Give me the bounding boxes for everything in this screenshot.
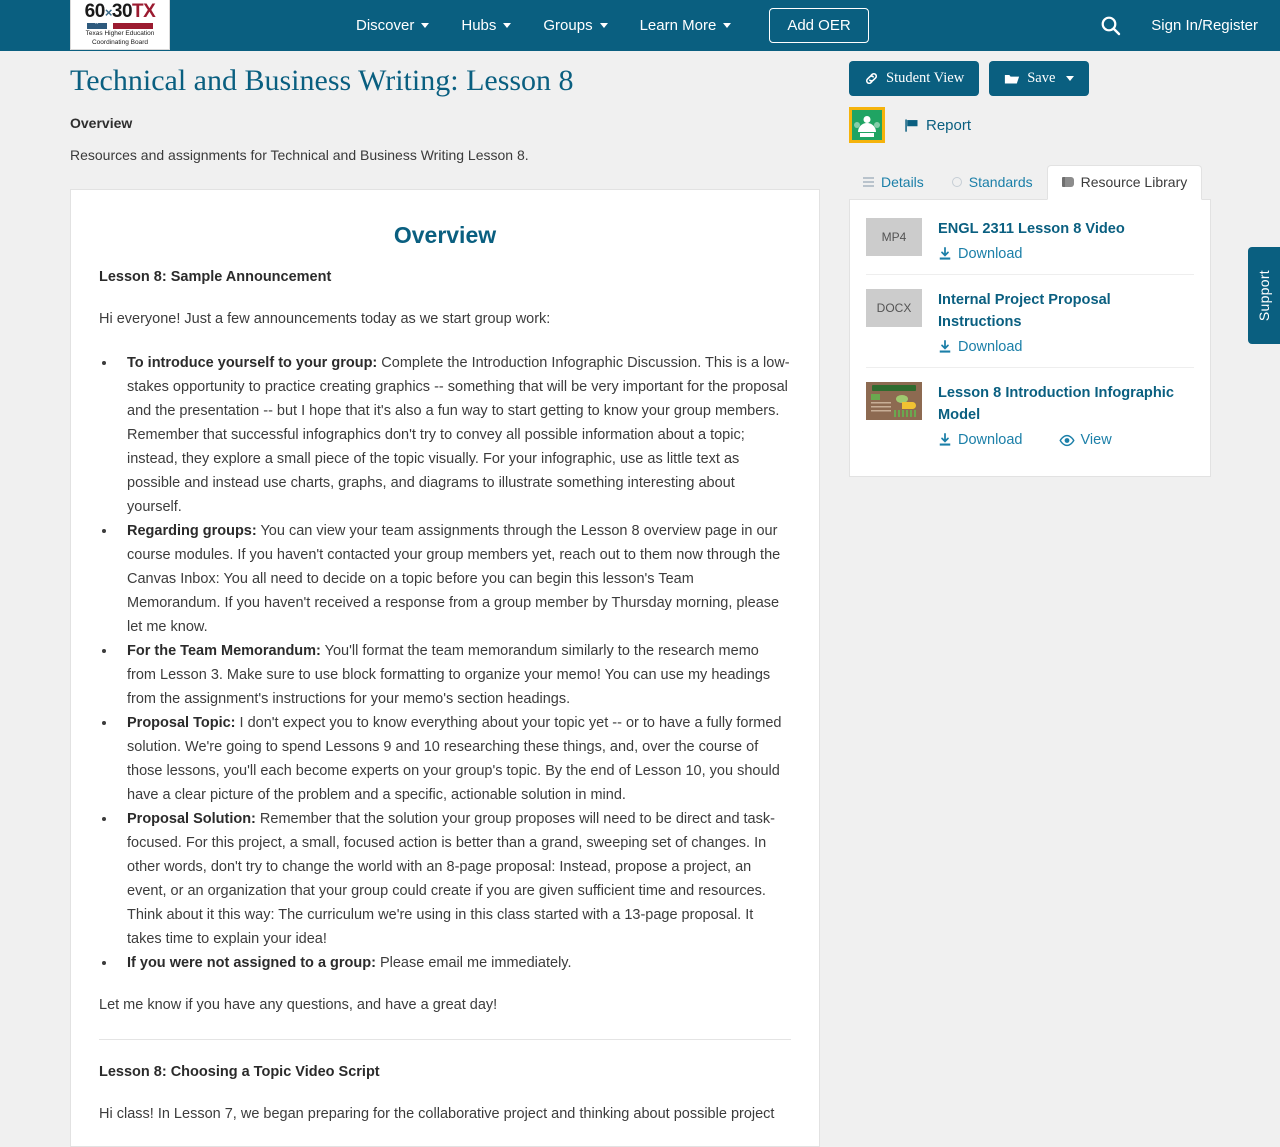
bullet-lead: Proposal Topic: — [127, 715, 236, 731]
tab-details-label: Details — [881, 174, 924, 190]
google-classroom-icon[interactable] — [849, 107, 885, 143]
resource-thumbnail-image — [866, 382, 922, 420]
logo-30: 30 — [111, 1, 133, 22]
nav-item-discover-label: Discover — [356, 17, 415, 34]
resource-title[interactable]: Lesson 8 Introduction Infographic Model — [938, 385, 1174, 423]
primary-nav-links — [340, 8, 869, 43]
logo-wordmark — [85, 2, 156, 22]
gclass-board — [860, 133, 874, 137]
document-card — [70, 189, 820, 1147]
chevron-down-icon — [600, 23, 608, 28]
search-icon[interactable] — [1100, 15, 1121, 36]
logo-subtitle-line1: Texas Higher Education — [85, 30, 155, 37]
bullet-text: Complete the Introduction Infographic Discussion. This is a low-stakes opportunity to practice creating graphics -- something that will be very important for the proposal and the presentation -- but I hope that it's also a fun way to start getting to know your group members. Remember that successful infographics don't try to convey all possible information about a topic; instead, they explore a small piece of the topic visually. For your infographic, use as little text as possible and instead use charts, graphs, and diagrams to illustrate something interesting about yourself. — [127, 355, 790, 515]
nav-right-actions — [1100, 15, 1258, 36]
logo-subtitle-line2: Coordinating Board — [91, 38, 148, 46]
thumb-header-band — [872, 385, 916, 391]
document-intro-paragraph: Hi everyone! Just a few announcements today as we start group work: — [99, 311, 551, 327]
bullet-text: Remember that the solution your group proposes will need to be direct and task-focused. For this project, a small, focused action is better than a grand, sweeping set of changes. In other words, don't try to change the world with an 8-page proposal: Instead, propose a project, an event, or an organization that your group could create if you are given sufficient time and resources. Think about it this way: The curriculum we're using in this class started with a 13-page proposal. It takes time to explain your idea! — [127, 811, 775, 947]
document-closing-paragraph: Let me know if you have any questions, and have a great day! — [99, 997, 498, 1013]
chevron-down-icon — [421, 23, 429, 28]
chevron-down-icon — [503, 23, 511, 28]
report-link[interactable] — [904, 117, 971, 134]
list-item — [117, 519, 791, 639]
bullet-lead: If you were not assigned to a group: — [127, 955, 376, 971]
nav-item-discover[interactable] — [340, 9, 445, 42]
sidebar-column — [849, 61, 1211, 477]
nav-item-learn-more[interactable] — [624, 9, 748, 42]
bullet-lead: For the Team Memorandum: — [127, 643, 321, 659]
nav-item-groups-label: Groups — [543, 17, 593, 34]
folder-icon — [1004, 72, 1020, 86]
student-view-label: Student View — [886, 70, 965, 86]
logo-tx: TX — [132, 1, 156, 22]
resource-type-badge: DOCX — [866, 289, 922, 327]
tab-standards-label: Standards — [968, 174, 1033, 190]
gclass-head — [864, 116, 871, 123]
thumb-bar-chart — [894, 410, 918, 417]
download-icon — [938, 340, 952, 354]
tab-resource-library-label: Resource Library — [1080, 174, 1188, 190]
list-icon — [863, 177, 874, 187]
thumb-shape-3 — [902, 402, 916, 409]
list-item — [866, 368, 1194, 460]
download-label: Download — [958, 432, 1023, 448]
resource-library-panel — [849, 199, 1211, 477]
document-divider — [99, 1039, 791, 1040]
download-link[interactable] — [938, 246, 1023, 262]
document-section2-heading: Lesson 8: Choosing a Topic Video Script — [99, 1064, 380, 1080]
nav-item-hubs[interactable] — [445, 9, 527, 42]
link-icon — [864, 71, 879, 86]
bullet-text: You'll format the team memorandum similarly to the research memo from Lesson 3. Make sure to use block formatting to organize your memo! You can use my headings from the assignment's instructions for your memo's section headings. — [127, 643, 771, 707]
overview-description: Resources and assignments for Technical and Business Writing Lesson 8. — [70, 147, 529, 163]
sign-in-register-link[interactable]: Sign In/Register — [1151, 17, 1258, 34]
sidebar-action-buttons — [849, 61, 1211, 96]
eye-icon — [1059, 434, 1075, 447]
resource-actions — [938, 246, 1194, 262]
logo-flag-bar — [87, 23, 153, 29]
list-item — [117, 351, 791, 519]
bullet-lead: Regarding groups: — [127, 523, 257, 539]
student-view-button[interactable] — [849, 61, 979, 96]
download-icon — [938, 247, 952, 261]
download-label: Download — [958, 339, 1023, 355]
page-content — [0, 51, 1280, 1122]
announcement-bullet-list — [117, 351, 791, 975]
list-item — [866, 204, 1194, 275]
document-subheading: Lesson 8: Sample Announcement — [99, 269, 332, 285]
resource-body — [938, 289, 1194, 355]
report-label: Report — [926, 116, 972, 134]
save-button[interactable] — [989, 61, 1089, 96]
support-tab-label: Support — [1256, 269, 1272, 322]
document-section2-text: Hi class! In Lesson 7, we began preparing for the collaborative project and thinking about possible project — [99, 1106, 775, 1122]
resource-actions — [938, 339, 1194, 355]
list-item — [117, 807, 791, 951]
resource-type-badge: MP4 — [866, 218, 922, 256]
circle-icon — [952, 177, 962, 187]
nav-item-learn-more-label: Learn More — [639, 17, 717, 34]
bullet-text: I don't expect you to know everything about your topic yet -- or to have a fully formed solution. We're going to spend Lessons 9 and 10 researching these things, and, over the course of those lessons, you'll each become experts on your group's topic. By the end of Lesson 10, you should have a clear picture of the problem and a specific, actionable solution in mind. — [127, 715, 782, 803]
tab-details[interactable] — [849, 166, 938, 199]
overview-label: Overview — [70, 115, 133, 131]
thumb-text-lines — [871, 402, 891, 414]
support-tab[interactable] — [1248, 247, 1280, 344]
list-item — [117, 639, 791, 711]
bullet-lead: To introduce yourself to your group: — [127, 355, 378, 371]
book-icon — [1062, 177, 1074, 187]
save-label: Save — [1027, 70, 1056, 86]
download-label: Download — [958, 246, 1023, 262]
sidebar-tabs — [849, 165, 1211, 199]
tab-standards[interactable] — [938, 166, 1047, 199]
page-title: Technical and Business Writing: Lesson 8 — [70, 64, 574, 97]
nav-item-groups[interactable] — [527, 9, 623, 42]
site-logo[interactable] — [70, 0, 170, 50]
thumb-shape-1 — [871, 394, 880, 400]
view-label: View — [1080, 432, 1112, 448]
resource-body — [938, 382, 1194, 448]
top-navigation-bar — [0, 0, 1280, 51]
download-icon — [938, 433, 952, 447]
bullet-text: You can view your team assignments through the Lesson 8 overview page in our course modules. If you haven't contacted your group members yet, reach out to them now through the Canvas Inbox: You all need to decide on a topic before you can begin this lesson's Team Memorandum. If you haven't received a response from a group member by Thursday morning, please let me know. — [127, 523, 781, 635]
download-link[interactable] — [938, 339, 1023, 355]
sidebar-secondary-actions — [849, 107, 1211, 143]
bullet-lead: Proposal Solution: — [127, 811, 256, 827]
download-link[interactable] — [938, 432, 1023, 448]
list-item — [117, 711, 791, 807]
nav-item-hubs-label: Hubs — [461, 17, 497, 34]
document-heading: Overview — [393, 222, 497, 248]
chevron-down-icon — [1066, 76, 1074, 81]
view-link[interactable] — [1059, 432, 1112, 448]
main-column — [70, 61, 820, 1147]
chevron-down-icon — [723, 23, 731, 28]
list-item — [866, 275, 1194, 368]
resource-title[interactable]: ENGL 2311 Lesson 8 Video — [938, 221, 1125, 237]
tab-resource-library[interactable] — [1047, 165, 1203, 200]
logo-60: 60 — [84, 1, 105, 22]
bullet-text: Please email me immediately. — [375, 955, 572, 971]
logo-x: × — [104, 5, 112, 20]
resource-title[interactable]: Internal Project Proposal Instructions — [938, 292, 1111, 330]
resource-actions — [938, 432, 1194, 448]
list-item — [117, 951, 791, 975]
add-oer-button[interactable]: Add OER — [769, 8, 868, 43]
flag-icon — [904, 118, 919, 133]
resource-body — [938, 218, 1194, 262]
